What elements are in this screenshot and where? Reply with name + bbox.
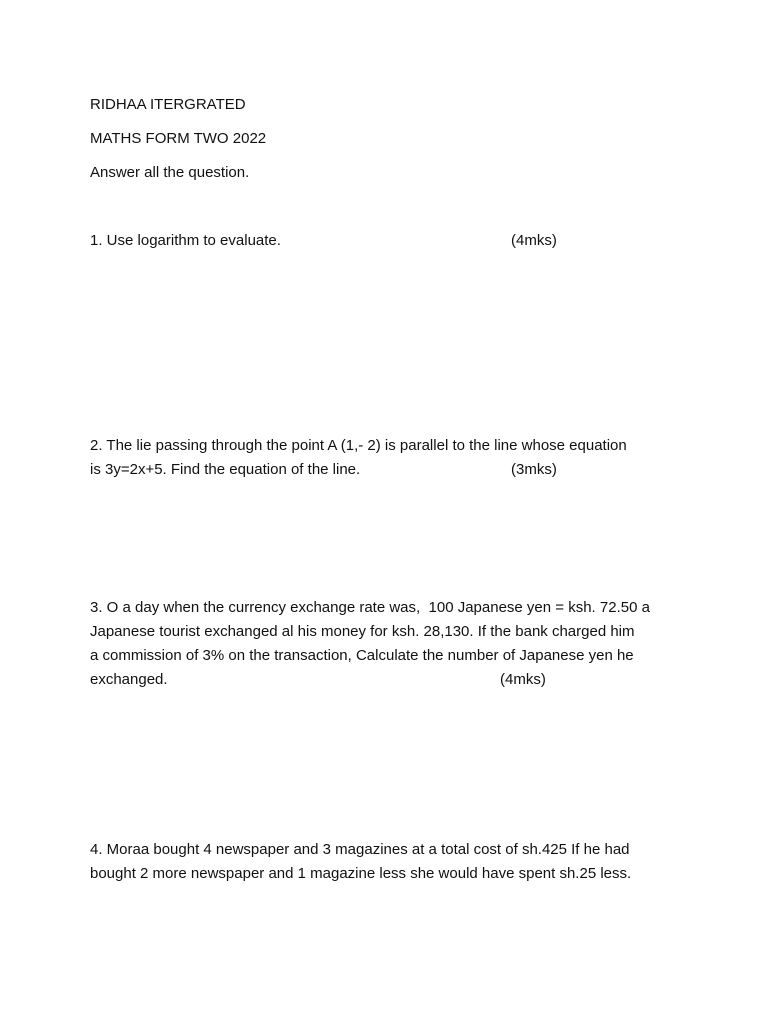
question-2-line-1: 2. The lie passing through the point A (1,- 2) is parallel to the line whose equation <box>90 437 627 454</box>
question-3-line-3: a commission of 3% on the transaction, Calculate the number of Japanese yen he <box>90 647 634 664</box>
question-4 <box>90 838 680 886</box>
question-3 <box>90 596 680 692</box>
question-1 <box>90 229 680 253</box>
question-4-line-1: 4. Moraa bought 4 newspaper and 3 magazines at a total cost of sh.425 If he had <box>90 841 630 858</box>
question-3-line-4: exchanged. <box>90 671 168 688</box>
question-1-marks: (4mks) <box>511 232 557 249</box>
question-2-line-2: is 3y=2x+5. Find the equation of the line. <box>90 461 361 478</box>
question-1-line-1: 1. Use logarithm to evaluate. <box>90 232 281 249</box>
instruction-text: Answer all the question. <box>90 164 250 181</box>
question-3-line-2: Japanese tourist exchanged al his money for ksh. 28,130. If the bank charged him <box>90 623 635 640</box>
school-name: RIDHAA ITERGRATED <box>90 96 246 113</box>
paper-title: MATHS FORM TWO 2022 <box>90 130 267 147</box>
question-3-marks: (4mks) <box>500 671 546 688</box>
question-4-line-2: bought 2 more newspaper and 1 magazine less she would have spent sh.25 less. <box>90 865 632 882</box>
question-2-marks: (3mks) <box>511 461 557 478</box>
question-3-line-1: 3. O a day when the currency exchange rate was, 100 Japanese yen = ksh. 72.50 a <box>90 599 650 616</box>
question-2 <box>90 434 680 482</box>
